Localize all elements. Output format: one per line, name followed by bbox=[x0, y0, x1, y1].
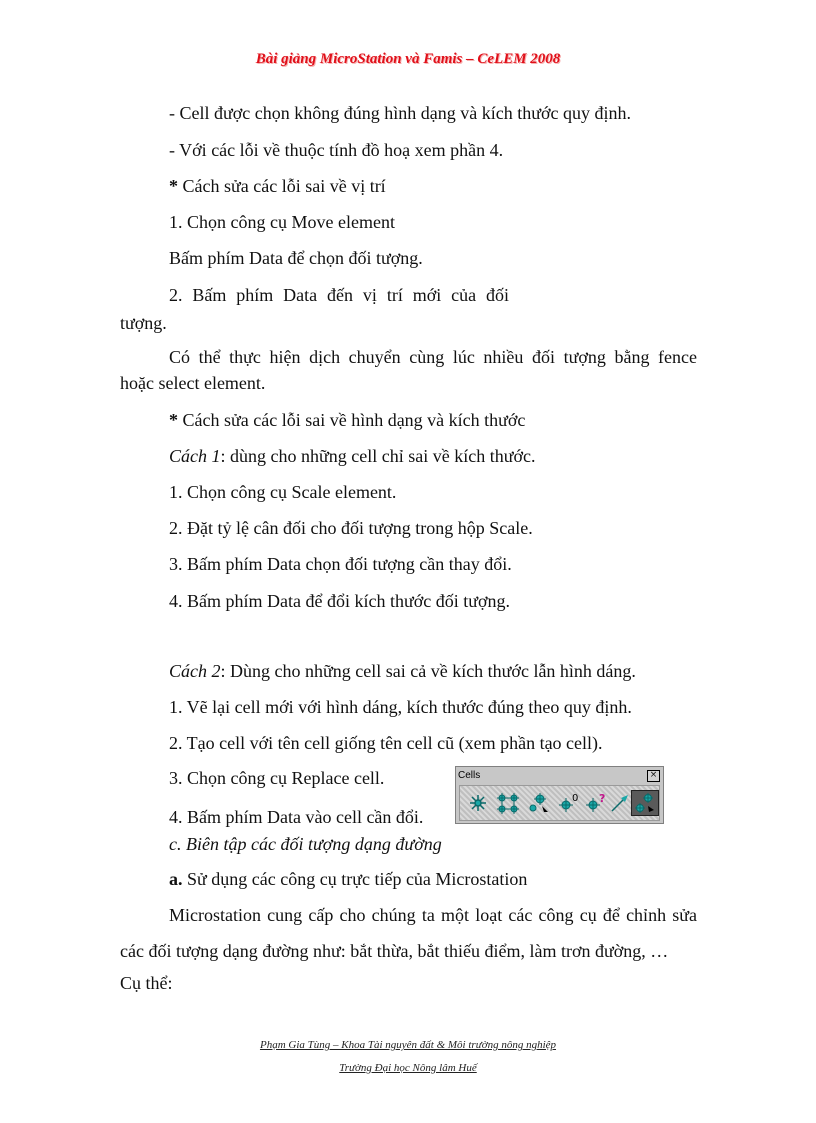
paragraph: Có thể thực hiện dịch chuyển cùng lúc nhiều đối tượng bằng fence bbox=[169, 347, 697, 367]
cells-toolbar bbox=[455, 766, 664, 824]
bullet-star: * bbox=[169, 176, 178, 196]
heading-text: Cách sửa các lỗi sai về vị trí bbox=[178, 176, 386, 196]
list-item: 3. Bấm phím Data chọn đối tượng cần thay đổi. bbox=[169, 554, 512, 574]
list-item: 1. Vẽ lại cell mới với hình dáng, kích thước đúng theo quy định. bbox=[169, 697, 632, 717]
list-item: 1. Chọn công cụ Scale element. bbox=[169, 482, 397, 502]
page-header: Bài giảng MicroStation và Famis – CeLEM 2008 bbox=[255, 51, 561, 67]
item-letter: a. bbox=[169, 869, 183, 889]
place-line-terminator-icon[interactable] bbox=[606, 790, 634, 816]
question-label: ? bbox=[599, 792, 606, 805]
toolbar-tools bbox=[459, 785, 660, 821]
list-item: 2. Bấm phím Data đến vị trí mới của đối bbox=[169, 285, 509, 305]
list-item: 3. Chọn công cụ Replace cell. bbox=[169, 768, 385, 788]
paragraph: các đối tượng dạng đường như: bắt thừa, bắt thiếu điểm, làm trơn đường, … bbox=[120, 941, 669, 961]
item-text: Sử dụng các công cụ trực tiếp của Microstation bbox=[182, 869, 528, 889]
paragraph: Cụ thể: bbox=[120, 973, 173, 993]
paragraph: - Cell được chọn không đúng hình dạng và kích thước quy định. bbox=[169, 103, 631, 123]
paragraph: hoặc select element. bbox=[120, 373, 266, 393]
paragraph: Microstation cung cấp cho chúng ta một loạt các công cụ để chỉnh sửa bbox=[169, 905, 697, 925]
method-text: : Dùng cho những cell sai cả về kích thước lẫn hình dáng. bbox=[220, 661, 636, 681]
paragraph: tượng. bbox=[120, 313, 167, 333]
section-heading bbox=[169, 175, 386, 197]
close-icon[interactable]: × bbox=[647, 770, 660, 782]
section-heading bbox=[169, 409, 525, 431]
paragraph: - Với các lỗi về thuộc tính đồ hoạ xem phần 4. bbox=[169, 140, 504, 160]
place-cell-icon[interactable] bbox=[464, 790, 492, 816]
define-cell-origin-icon[interactable] bbox=[554, 790, 582, 816]
method-label: Cách 2 bbox=[169, 661, 221, 681]
paragraph bbox=[169, 868, 527, 890]
toolbar-title: Cells bbox=[458, 770, 481, 781]
heading-text: Cách sửa các lỗi sai về hình dạng và kích thước bbox=[178, 410, 526, 430]
method-text: : dùng cho những cell chỉ sai về kích thước. bbox=[220, 446, 536, 466]
place-active-cell-matrix-icon[interactable] bbox=[494, 790, 522, 816]
bullet-star: * bbox=[169, 410, 178, 430]
select-and-place-cell-icon[interactable] bbox=[524, 790, 552, 816]
footer-author: Phạm Gia Tùng – Khoa Tài nguyên đất & Môi trường nông nghiệp bbox=[259, 1039, 557, 1051]
method-label: Cách 1 bbox=[169, 446, 221, 466]
replace-cell-icon[interactable] bbox=[631, 790, 659, 816]
list-item: 2. Tạo cell với tên cell giống tên cell cũ (xem phần tạo cell). bbox=[169, 733, 603, 753]
paragraph bbox=[169, 660, 636, 682]
footer-institution: Trường Đại học Nông lâm Huế bbox=[339, 1062, 477, 1074]
list-item: 2. Đặt tỷ lệ cân đối cho đối tượng trong hộp Scale. bbox=[169, 518, 533, 538]
list-item: 1. Chọn công cụ Move element bbox=[169, 212, 395, 232]
subsection-heading: c. Biên tập các đối tượng dạng đường bbox=[169, 834, 442, 854]
list-item: 4. Bấm phím Data vào cell cần đổi. bbox=[169, 807, 424, 827]
list-item: 4. Bấm phím Data để đổi kích thước đối tượng. bbox=[169, 591, 510, 611]
paragraph: Bấm phím Data để chọn đối tượng. bbox=[169, 248, 423, 268]
paragraph bbox=[169, 445, 535, 467]
zero-label: 0 bbox=[572, 793, 579, 804]
